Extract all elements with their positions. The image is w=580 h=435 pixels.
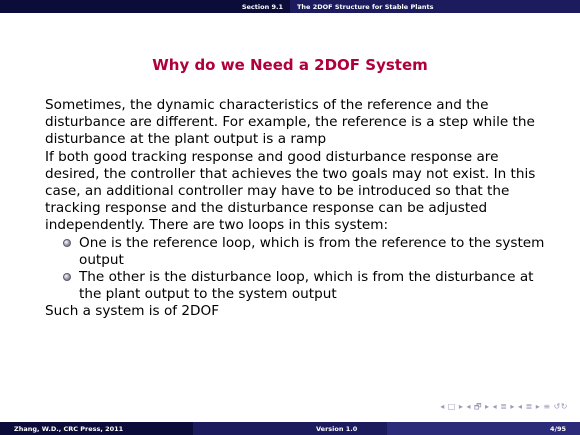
header-section-box[interactable] [0, 0, 290, 13]
list-item [45, 269, 555, 303]
bullet-icon [63, 239, 71, 247]
paragraph-2: If both good tracking response and good disturbance response are desired, the controller that achieves the two goals may not exist. In this case, an additional controller may have to be introduced so that the tracking response and the disturbance response can be adjusted independently. There are two loops in this system: [45, 148, 536, 234]
footer-version: Version 1.0 [316, 424, 358, 433]
footer-bar [0, 422, 580, 435]
slide-body [45, 97, 555, 321]
navigation-controls-icon[interactable]: ◂ □ ▸ ◂ 🗗 ▸ ◂ ≣ ▸ ◂ ≣ ▸ ≡ ↺↻ [440, 402, 568, 411]
bullet-text: One is the reference loop, which is from the reference to the system output [79, 234, 545, 268]
bullet-icon [63, 273, 71, 281]
header-section[interactable]: Section 9.1 [241, 2, 283, 11]
footer-page-box [387, 422, 580, 435]
slide-title: Why do we Need a 2DOF System [152, 56, 428, 74]
footer-author-box [0, 422, 193, 435]
footer-author: Zhang, W.D., CRC Press, 2011 [14, 424, 124, 433]
header-subsection-box[interactable] [290, 0, 580, 13]
header-subsection[interactable]: The 2DOF Structure for Stable Plants [297, 2, 434, 11]
paragraph-1: Sometimes, the dynamic characteristics of the reference and the disturbance are different. For example, the reference is a step while the disturbance at the plant output is a ramp [45, 97, 535, 148]
footer-version-box [193, 422, 387, 435]
list-item [45, 235, 555, 269]
bullet-text: The other is the disturbance loop, which is from the disturbance at the plant output to the system output [79, 269, 534, 303]
closing-line: Such a system is of 2DOF [45, 303, 220, 320]
bullet-list [45, 235, 555, 304]
footer-page-number: 4/95 [550, 424, 566, 433]
header-bar [0, 0, 580, 13]
